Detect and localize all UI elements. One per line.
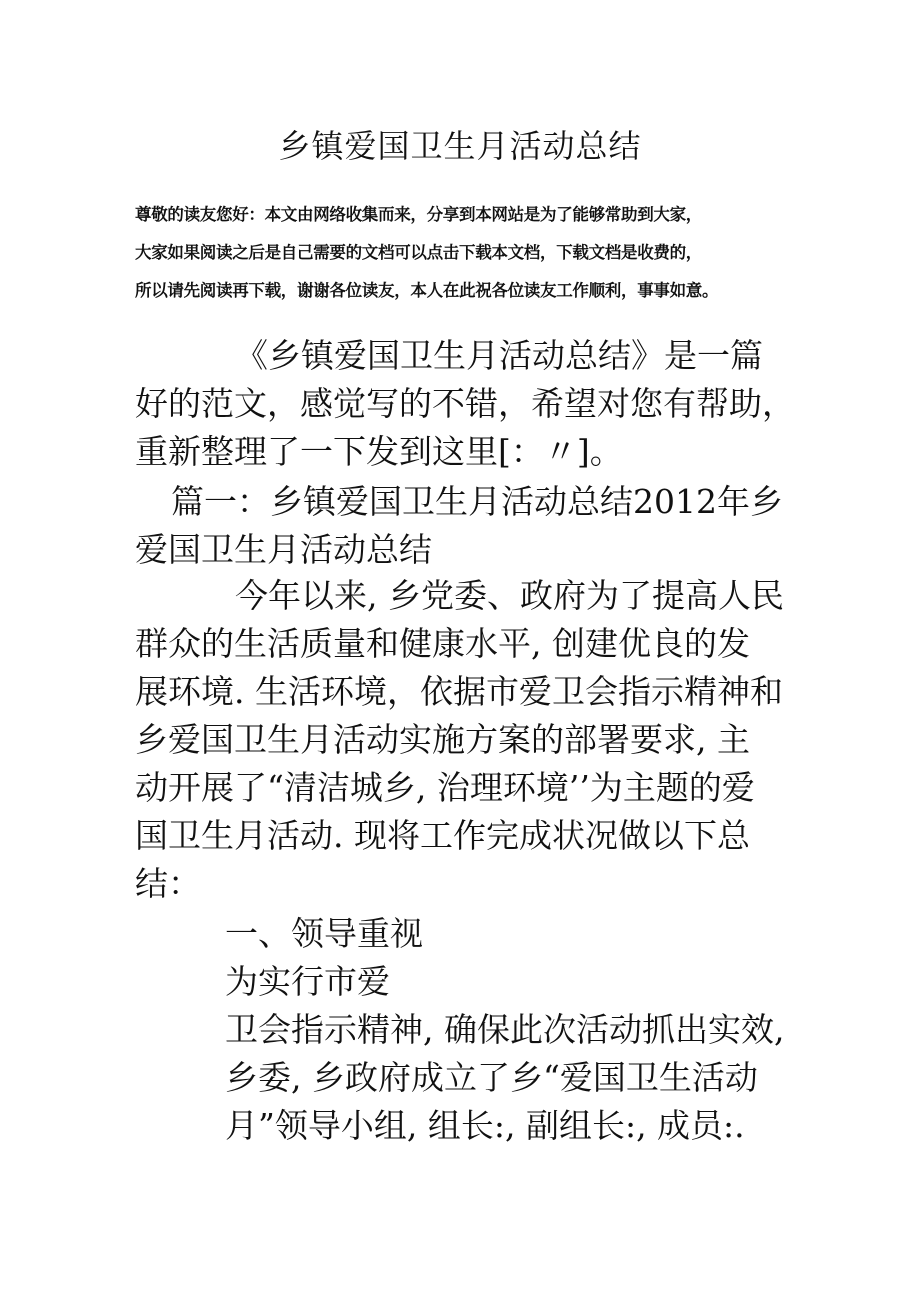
section-line: 为实行市爱 bbox=[225, 962, 390, 1001]
section-heading: 一、领导重视 bbox=[225, 914, 423, 953]
piece-heading-line: 爱国卫生月活动总结 bbox=[135, 530, 432, 569]
section-line: 乡委, 乡政府成立了乡“爱国卫生活动 bbox=[225, 1058, 758, 1097]
piece-heading-line: 篇一：乡镇爱国卫生月活动总结2012年乡 bbox=[171, 482, 783, 521]
paragraph-line: 展环境. 生活环境，依据市爱卫会指示精神和 bbox=[135, 672, 783, 711]
document-title: 乡镇爱国卫生月活动总结 bbox=[278, 127, 642, 165]
reader-notice bbox=[135, 196, 815, 310]
piece-heading bbox=[135, 478, 795, 574]
intro-line: 好的范文，感觉写的不错，希望对您有帮助， bbox=[135, 384, 795, 423]
section-line: 卫会指示精神, 确保此次活动抓出实效, bbox=[225, 1010, 785, 1049]
paragraph-line: 动开展了“清洁城乡, 治理环境’’为主题的爱 bbox=[135, 768, 755, 807]
intro-line: 《乡镇爱国卫生月活动总结》是一篇 bbox=[235, 336, 763, 375]
section-leadership bbox=[135, 910, 795, 1150]
paragraph-line: 结： bbox=[135, 864, 201, 903]
paragraph-line: 群众的生活质量和健康水平, 创建优良的发 bbox=[135, 624, 750, 663]
notice-line: 大家如果阅读之后是自己需要的文档可以点击下载本文档，下载文档是收费的， bbox=[135, 243, 703, 262]
paragraph-line: 乡爱国卫生月活动实施方案的部署要求, 主 bbox=[135, 720, 750, 759]
intro-paragraph bbox=[135, 332, 795, 476]
paragraph-line: 今年以来, 乡党委、政府为了提高人民 bbox=[235, 576, 784, 615]
notice-line: 尊敬的读友您好：本文由网络收集而来，分享到本网站是为了能够常助到大家， bbox=[135, 205, 703, 224]
paragraph-line: 国卫生月活动. 现将工作完成状况做以下总 bbox=[135, 816, 750, 855]
notice-line: 所以请先阅读再下载，谢谢各位读友，本人在此祝各位读友工作顺利，事事如意。 bbox=[135, 281, 719, 300]
intro-line: 重新整理了一下发到这里[：〃]。 bbox=[135, 432, 623, 471]
body-paragraph bbox=[135, 572, 795, 908]
section-line: 月”领导小组, 组长:, 副组长:, 成员:. bbox=[225, 1106, 745, 1145]
